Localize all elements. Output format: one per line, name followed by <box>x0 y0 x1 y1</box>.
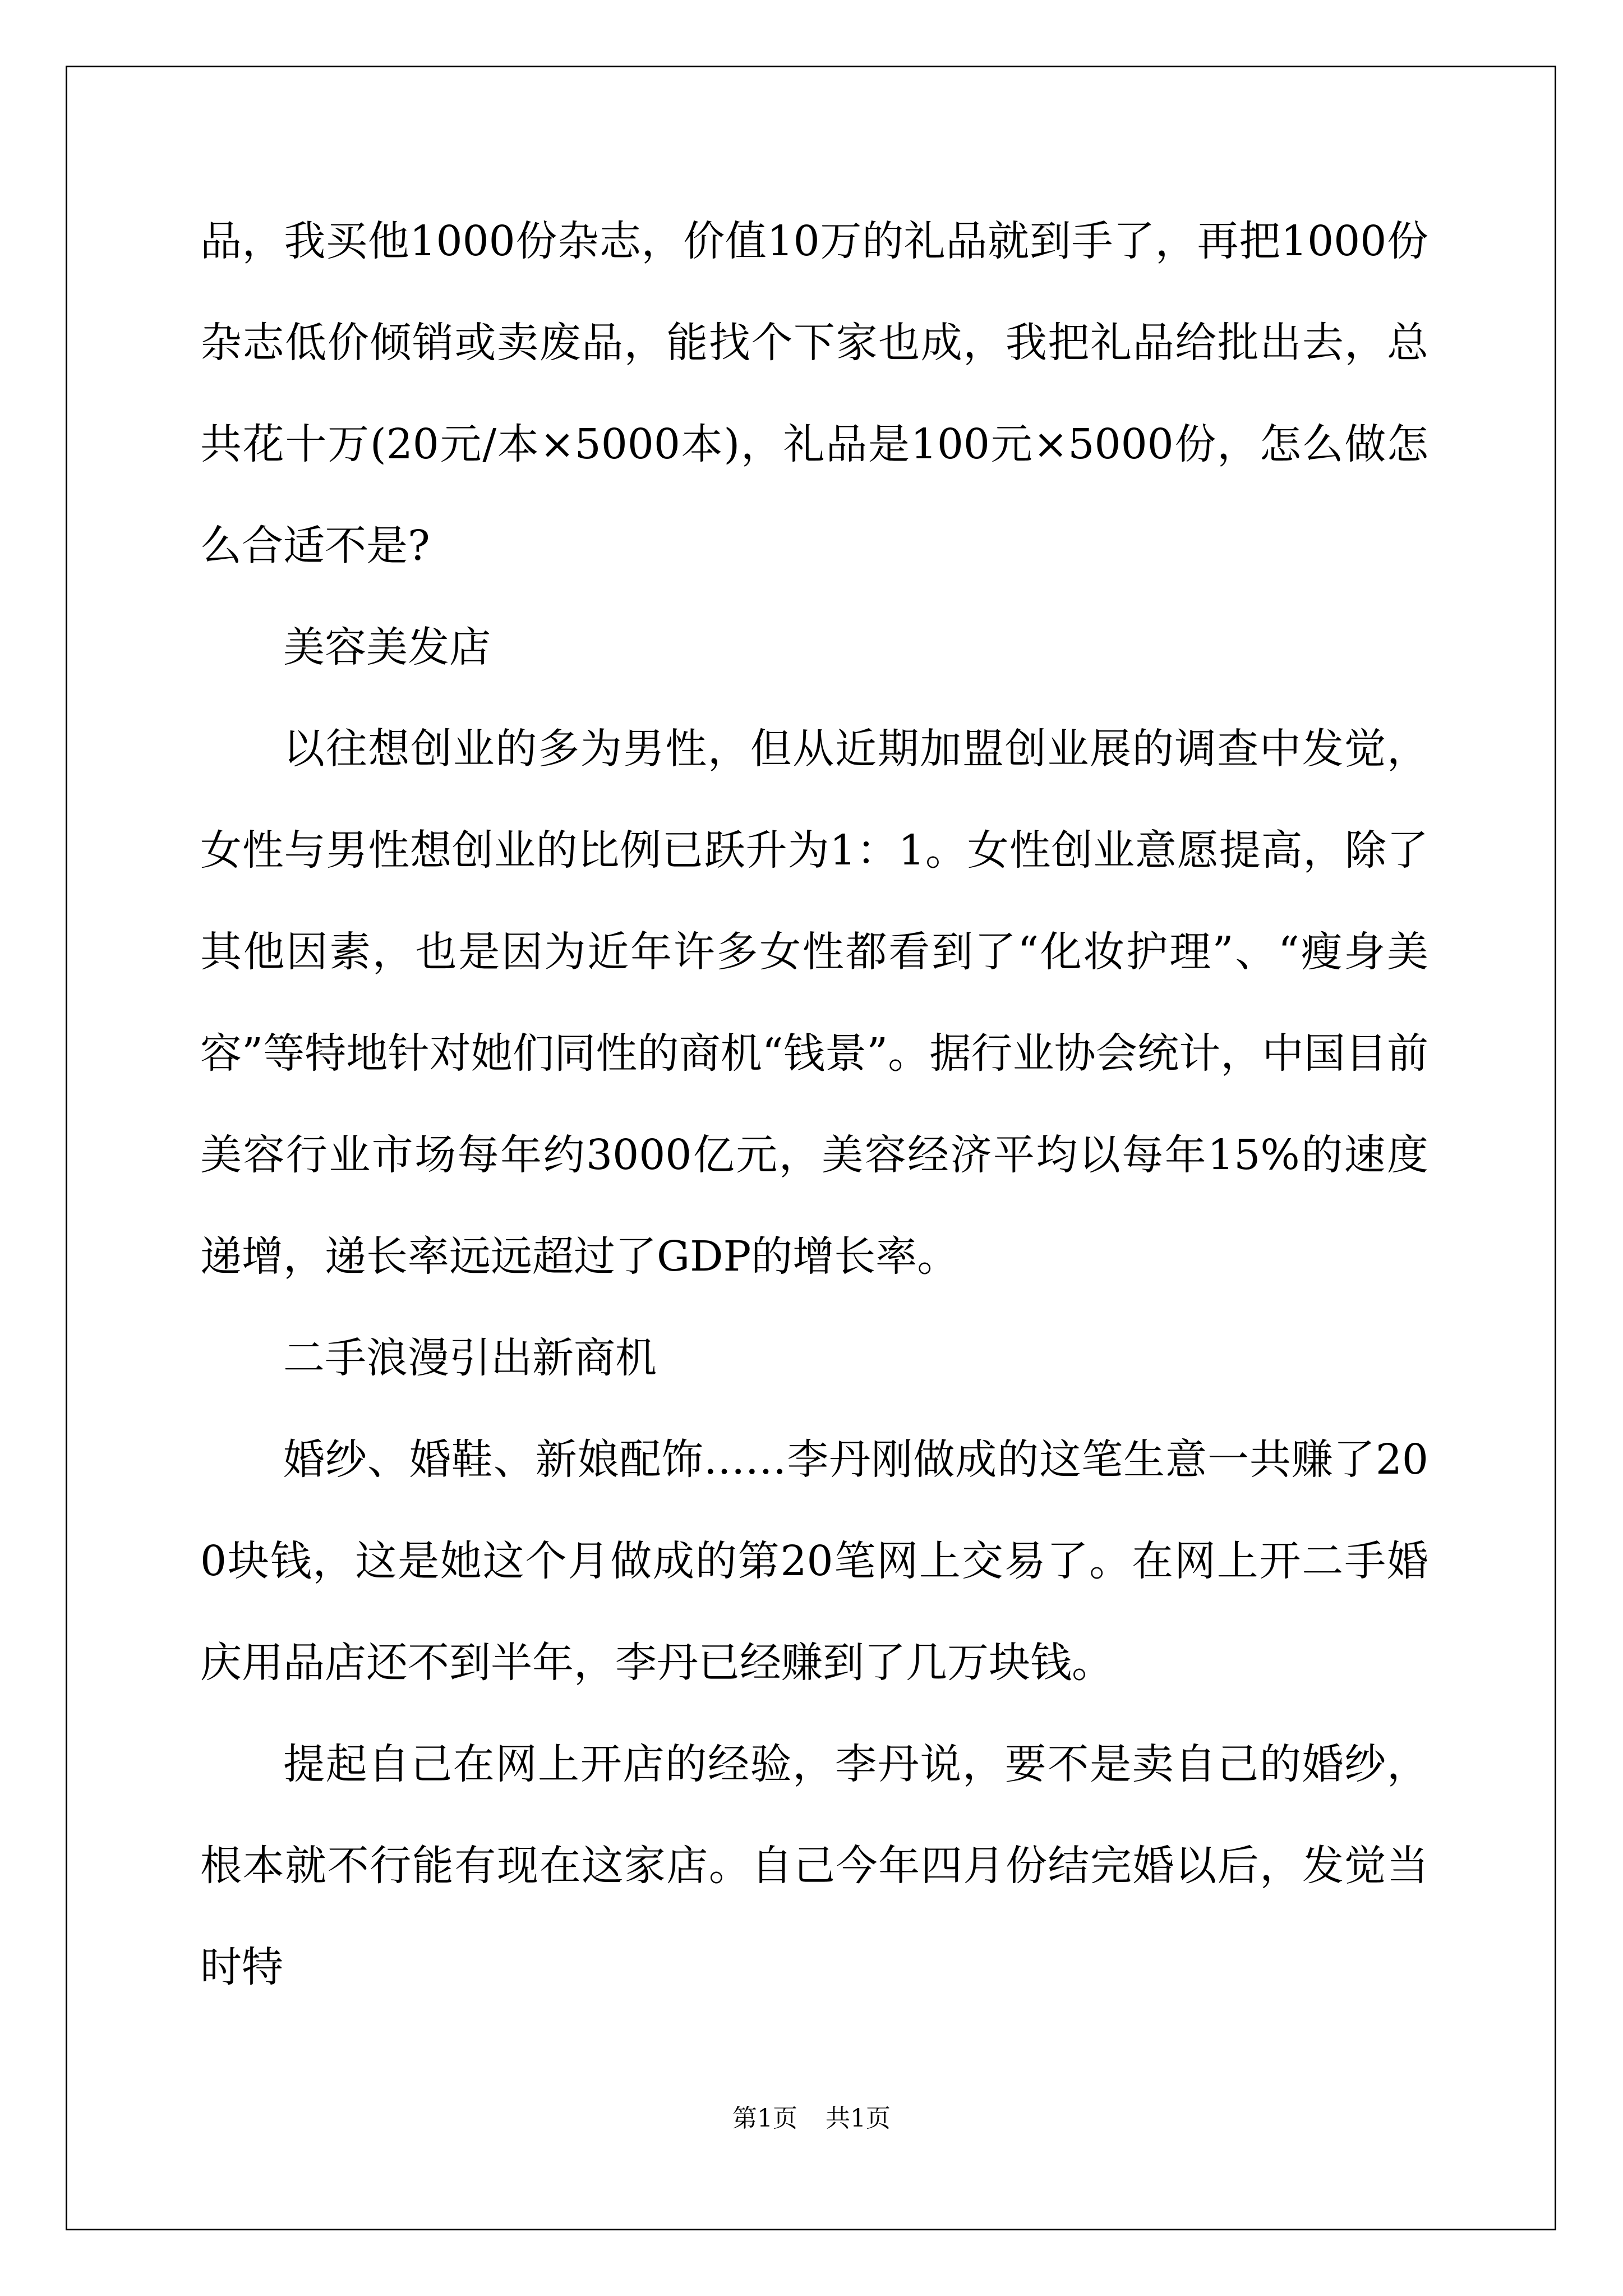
section-heading-second-hand-romance: 二手浪漫引出新商机 <box>283 1334 657 1382</box>
paragraph-4: 提起自己在网上开店的经验，李丹说，要不是卖自己的婚纱，根本就不行能有现在这家店。自己今年四月份结完婚以后，发觉当时特 <box>200 1740 1428 1991</box>
document-body <box>200 191 1428 2018</box>
page-footer <box>0 2098 1623 2134</box>
paragraph-1: 品，我买他1000份杂志，价值10万的礼品就到手了，再把1000份杂志低价倾销或卖废品，能找个下家也成，我把礼品给批出去，总共花十万(20元/本×5000本)，礼品是100元×5000份，怎么做怎么合适不是? <box>200 217 1428 570</box>
paragraph-3: 婚纱、婚鞋、新娘配饰……李丹刚做成的这笔生意一共赚了200块钱，这是她这个月做成的第20笔网上交易了。在网上开二手婚庆用品店还不到半年，李丹已经赚到了几万块钱。 <box>200 1435 1428 1687</box>
page-total: 共1页 <box>826 2104 891 2133</box>
page-number: 第1页 <box>732 2104 797 2133</box>
section-heading-beauty-salon: 美容美发店 <box>283 623 491 671</box>
paragraph-2: 以往想创业的多为男性，但从近期加盟创业展的调查中发觉，女性与男性想创业的比例已跃升为1：1。女性创业意愿提高，除了其他因素，也是因为近年许多女性都看到了“化妆护理”、“瘦身美容”等特地针对她们同性的商机“钱景”。据行业协会统计，中国目前美容行业市场每年约3000亿元，美容经济平均以每年15%的速度递增，递长率远远超过了GDP的增长率。 <box>200 725 1428 1281</box>
